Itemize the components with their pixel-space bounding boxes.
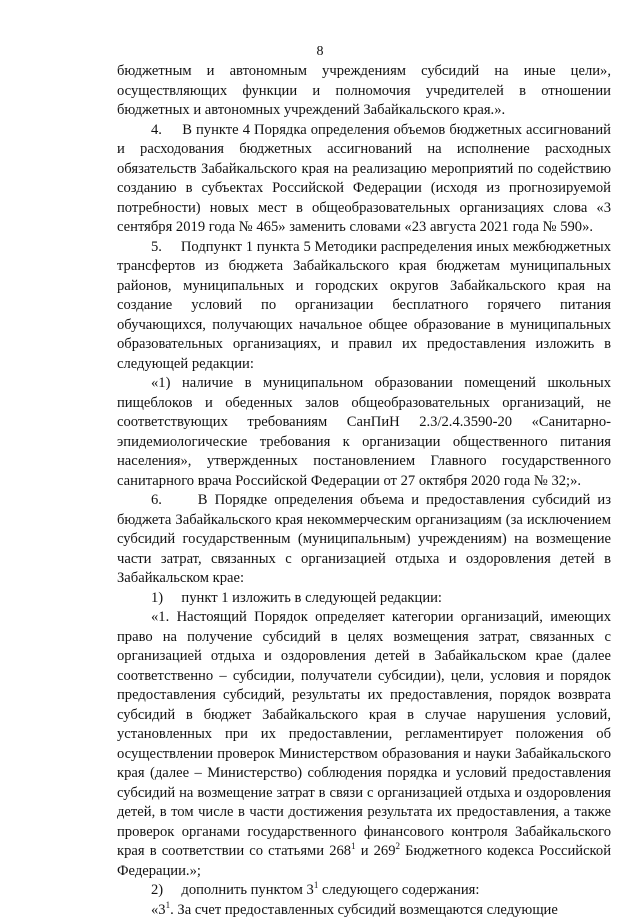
superscript: 1 [166, 900, 171, 910]
paragraph-text: 2) дополнить пунктом 3 [151, 882, 314, 898]
page-number: 8 [0, 44, 640, 60]
paragraph-text: «3 [151, 902, 166, 918]
superscript: 1 [351, 841, 356, 851]
paragraph-text: . За счет предоставленных субсидий возмещаются следующие [170, 902, 558, 918]
paragraph-quote-point-3-1 [117, 901, 611, 920]
paragraph-continuation: бюджетным и автономным учреждениям субсидий на иные цели», осуществляющих функции и полномочия учредителей в отношении бюджетных и автономных учреждений Забайкальского края.». [117, 62, 611, 121]
superscript: 1 [314, 880, 319, 890]
paragraph-subitem-2 [117, 881, 611, 901]
paragraph-text: и 269 [356, 843, 396, 859]
paragraph-item-5: 5. Подпункт 1 пункта 5 Методики распределения иных межбюджетных трансфертов из бюджета Забайкальского края бюджетам муниципальных районов, муниципальных и городских округов Забайкальского края на создание условий по организации бесплатного горячего питания обучающихся, получающих начальное общее образование в муниципальных образовательных организациях, и правил их предоставления изложить в следующей редакции: [117, 238, 611, 375]
paragraph-text: «1. Настоящий Порядок определяет категории организаций, имеющих право на получение субсидий в целях возмещения затрат, связанных с организацией отдыха и оздоровления детей в Забайкальском крае (далее соответственно – субсидии, получатели субсидии), цели, условия и порядок предоставления субсидий, результаты их предоставления, порядок возврата субсидий в бюджет Забайкальского края в случае нарушения условий, установленных при их предоставлении, регламентирует положения об осуществлении проверок Министерством образования и науки Забайкальского края (далее – Министерство) соблюдения порядка и условий предоставления субсидий на возмещение затрат в связи с организацией отдыха и оздоровления детей, в том числе в части достижения результата их предоставления, а также проверок органами государственного финансового контроля Забайкальского края в соответствии со статьями 268 [117, 609, 611, 859]
paragraph-text: следующего содержания: [318, 882, 479, 898]
paragraph-item-6: 6. В Порядке определения объема и предоставления субсидий из бюджета Забайкальского края некоммерческим организациям (за исключением субсидий государственным (муниципальным) учреждениям) на возмещение части затрат, связанных с организацией отдыха и оздоровления детей в Забайкальском крае: [117, 491, 611, 589]
paragraph-item-4: 4. В пункте 4 Порядка определения объемов бюджетных ассигнований и расходования бюджетных ассигнований на исполнение расходных обязательств Забайкальского края на реализацию мероприятий по содействию созданию в субъектах Российской Федерации (исходя из прогнозируемой потребности) новых мест в общеобразовательных организациях слова «3 сентября 2019 года № 465» заменить словами «23 августа 2021 года № 590». [117, 121, 611, 238]
paragraph-quote-subitem-1: «1) наличие в муниципальном образовании помещений школьных пищеблоков и обеденных залов общеобразовательных организаций, не соответствующих требованиям СанПиН 2.3/2.4.3590-20 «Санитарно-эпидемиологические требования к организации общественного питания населения», утвержденных постановлением Главного государственного санитарного врача Российской Федерации от 27 октября 2020 года № 32;». [117, 374, 611, 491]
paragraph-quote-point-1 [117, 608, 611, 881]
superscript: 2 [396, 841, 401, 851]
paragraph-subitem-1: 1) пункт 1 изложить в следующей редакции: [117, 589, 611, 609]
paragraph-text: Бюджетного кодекса Российской Федерации.»; [117, 843, 611, 879]
document-body [117, 62, 611, 920]
